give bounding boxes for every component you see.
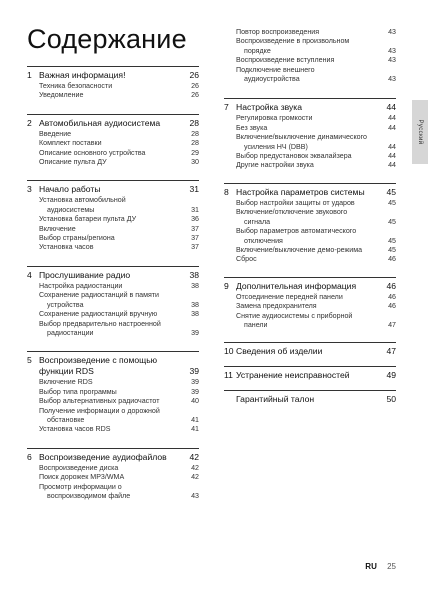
toc-section-title: Воспроизведение аудиофайлов: [39, 451, 167, 462]
toc-section-heading[interactable]: [27, 267, 199, 281]
toc-section: [224, 366, 396, 382]
toc-entry[interactable]: [224, 255, 396, 264]
toc-entry-text: Воспроизведение в произвольном: [236, 37, 350, 46]
toc-entry[interactable]: [224, 75, 396, 84]
toc-entry-page: 44: [388, 123, 396, 132]
toc-entry-text: Выбор настройки защиты от ударов: [236, 198, 355, 207]
toc-entry-text: аудиоустройства: [244, 75, 300, 84]
toc-entry-text: Выбор предустановок эквалайзера: [236, 152, 352, 161]
toc-entry[interactable]: [27, 310, 199, 319]
toc-entry-text: Установка часов RDS: [39, 425, 111, 434]
toc-entry-page: 43: [388, 75, 396, 84]
toc-entry[interactable]: [27, 464, 199, 473]
toc-entry-text: отключения: [244, 236, 283, 245]
toc-entry-page: 26: [191, 82, 199, 90]
toc-section-heading[interactable]: [224, 99, 396, 113]
toc-section-page: 49: [386, 370, 396, 381]
toc-entry[interactable]: [224, 124, 396, 133]
toc-section-heading[interactable]: [224, 278, 396, 292]
toc-section-page: 38: [189, 269, 199, 280]
toc-entry-text: Настройка радиостанции: [39, 281, 123, 290]
toc-entry-text: Включение/выключение динамического: [236, 133, 367, 142]
toc-entry-page: 40: [191, 397, 199, 406]
toc-entry-text: Выбор альтернативных радиочастот: [39, 397, 160, 406]
toc-entry-page: 44: [388, 114, 396, 123]
toc-section-title: Настройка звука: [236, 102, 303, 113]
toc-section-number: 6: [27, 451, 32, 462]
toc-entry-page: 37: [191, 234, 199, 243]
toc-section: [27, 448, 199, 502]
toc-entry[interactable]: [224, 47, 396, 56]
toc-section: [27, 114, 199, 168]
toc-entry-page: 36: [191, 215, 199, 224]
toc-section-title: Воспроизведение с помощью: [39, 355, 158, 366]
toc-entry-text: Подключение внешнего: [236, 65, 315, 74]
toc-entry-text: Сброс: [236, 255, 257, 264]
toc-entry-text: Техника безопасности: [39, 82, 113, 90]
page-footer: [365, 562, 396, 571]
toc-entry-text: радиостанции: [47, 328, 94, 337]
toc-entry[interactable]: [27, 149, 199, 158]
toc-entry-text: Другие настройки звука: [236, 161, 314, 170]
toc-entry[interactable]: [27, 320, 199, 329]
toc-entry-text: Отсоединение передней панели: [236, 292, 343, 301]
toc-section-number: 4: [27, 269, 32, 280]
toc-entry[interactable]: [27, 388, 199, 397]
footer-page-number: 25: [387, 562, 396, 571]
toc-entry[interactable]: [224, 37, 396, 46]
toc-entry-page: 45: [388, 236, 396, 245]
toc-entry-text: Выбор предварительно настроенной: [39, 319, 161, 328]
toc-entry-text: аудиосистемы: [47, 205, 95, 214]
toc-entry-page: 47: [388, 320, 396, 329]
toc-entry[interactable]: [27, 215, 199, 224]
toc-entry-text: Замена предохранителя: [236, 302, 317, 311]
toc-entry-page: 46: [388, 292, 396, 301]
toc-section: [27, 180, 199, 252]
toc-section-page: 28: [189, 117, 199, 128]
toc-entry[interactable]: [27, 416, 199, 425]
toc-entry-page: 38: [191, 300, 199, 309]
toc-entry-page: 42: [191, 463, 199, 472]
toc-entry[interactable]: [224, 28, 396, 37]
toc-section-number: 3: [27, 184, 32, 195]
toc-entry-text: Описание основного устройства: [39, 148, 146, 157]
toc-entry-text: усиления НЧ (DBB): [244, 142, 308, 151]
toc-entry[interactable]: [27, 196, 199, 205]
toc-entry[interactable]: [224, 312, 396, 321]
toc-entry-text: Введение: [39, 129, 72, 138]
toc-entry-text: Поиск дорожек MP3/WMA: [39, 473, 125, 482]
toc-entry-text: Выбор типа программы: [39, 387, 117, 396]
toc-entry[interactable]: [224, 114, 396, 123]
toc-entry-text: Включение/выключение демо-режима: [236, 245, 363, 254]
toc-section-heading[interactable]: [27, 115, 199, 129]
toc-entry[interactable]: [27, 329, 199, 338]
toc-entry[interactable]: [224, 302, 396, 311]
toc-section-number: 8: [224, 186, 229, 197]
toc-section: [224, 183, 396, 265]
toc-right-column: [224, 28, 396, 406]
toc-entry-page: 37: [191, 243, 199, 252]
toc-entry[interactable]: [224, 227, 396, 236]
toc-section-page: 50: [386, 394, 396, 405]
toc-section-heading[interactable]: [224, 343, 396, 357]
toc-entry-page: 41: [191, 415, 199, 424]
toc-entry-text: Описание пульта ДУ: [39, 158, 107, 167]
toc-entry-page: 44: [388, 152, 396, 161]
toc-entry-page: 39: [191, 378, 199, 387]
toc-entry-text: Сохранение радиостанций вручную: [39, 310, 158, 319]
toc-entry[interactable]: [224, 199, 396, 208]
toc-section-title: Важная информация!: [39, 70, 126, 80]
toc-entry-page: 43: [388, 46, 396, 55]
toc-section: [27, 66, 199, 101]
toc-entry-page: 44: [388, 142, 396, 151]
toc-entry[interactable]: [27, 291, 199, 300]
toc-entry-page: 38: [191, 281, 199, 290]
toc-section: [224, 98, 396, 170]
toc-section: [224, 390, 396, 406]
toc-entry-page: 45: [388, 245, 396, 254]
toc-section: [27, 351, 199, 434]
toc-entry[interactable]: [224, 321, 396, 330]
toc-section-page: 26: [189, 70, 199, 80]
toc-entry-page: 46: [388, 302, 396, 311]
toc-section-title: функции RDS: [39, 366, 94, 377]
toc-entry[interactable]: [224, 208, 396, 217]
toc-section-title: Автомобильная аудиосистема: [39, 117, 161, 128]
toc-entry-text: Выбор страны/региона: [39, 234, 115, 243]
toc-section: [224, 277, 396, 331]
toc-section-title: Дополнительная информация: [236, 280, 357, 291]
toc-section-page: 42: [189, 451, 199, 462]
toc-entry-text: Воспроизведение диска: [39, 463, 119, 472]
toc-left-column: [27, 66, 199, 501]
page-title: Содержание: [27, 24, 187, 54]
toc-entry[interactable]: [224, 218, 396, 227]
toc-entry-page: 45: [388, 198, 396, 207]
toc-entry-text: сигнала: [244, 217, 271, 226]
toc-section-heading[interactable]: [27, 352, 199, 366]
toc-entry-page: 43: [388, 56, 396, 65]
toc-entry-page: 41: [191, 425, 199, 434]
toc-entry-text: Установка батареи пульта ДУ: [39, 215, 137, 224]
toc-entry[interactable]: [27, 282, 199, 291]
toc-section-page: 46: [386, 280, 396, 291]
toc-entry[interactable]: [224, 161, 396, 170]
toc-section-title: Прослушивание радио: [39, 269, 131, 280]
toc-entry-page: 26: [191, 91, 199, 100]
toc-entry[interactable]: [27, 158, 199, 167]
toc-section-heading[interactable]: [27, 366, 199, 377]
toc-entry-text: Без звука: [236, 123, 268, 132]
toc-entry[interactable]: [27, 407, 199, 416]
toc-entry-text: Снятие аудиосистемы с приборной: [236, 311, 353, 320]
toc-entry-text: Сохранение радиостанций в памяти: [39, 291, 160, 300]
toc-section-title: Начало работы: [39, 184, 101, 195]
toc-entry-text: Установка часов: [39, 243, 94, 252]
toc-entry-text: Просмотр информации о: [39, 482, 122, 491]
toc-section-page: 31: [189, 184, 199, 195]
toc-entry[interactable]: [27, 473, 199, 482]
toc-entry-page: 37: [191, 224, 199, 233]
toc-entry[interactable]: [224, 152, 396, 161]
language-side-tab: [412, 100, 428, 164]
toc-entry-page: 43: [388, 28, 396, 36]
toc-section-number: 11: [224, 370, 233, 381]
toc-entry-text: Уведомление: [39, 91, 84, 100]
toc-entry[interactable]: [224, 246, 396, 255]
toc-section-number: 1: [27, 70, 32, 80]
toc-entry-text: обстановке: [47, 415, 85, 424]
toc-entry[interactable]: [27, 243, 199, 252]
toc-entry-text: порядке: [244, 46, 271, 55]
toc-entry-page: 38: [191, 310, 199, 319]
toc-section-number: 7: [224, 102, 229, 113]
toc-entry[interactable]: [27, 378, 199, 387]
toc-entry[interactable]: [224, 66, 396, 75]
toc-entry[interactable]: [27, 301, 199, 310]
toc-entry[interactable]: [27, 483, 199, 492]
toc-entry-text: Комплект поставки: [39, 139, 102, 148]
language-side-tab-label: Русский: [417, 119, 423, 145]
toc-section-title: Настройка параметров системы: [236, 186, 365, 197]
toc-entry-page: 45: [388, 217, 396, 226]
toc-entry[interactable]: [27, 234, 199, 243]
toc-entry-text: Получение информации о дорожной: [39, 406, 160, 415]
toc-entry[interactable]: [27, 425, 199, 434]
toc-entry[interactable]: [27, 139, 199, 148]
toc-section-title: Сведения об изделии: [236, 346, 323, 357]
toc-entry-text: Регулировка громкости: [236, 114, 313, 123]
toc-entry[interactable]: [224, 133, 396, 142]
toc-section: [224, 342, 396, 358]
toc-section: [27, 266, 199, 338]
toc-entry-text: Воспроизведение вступления: [236, 56, 335, 65]
toc-entry[interactable]: [27, 82, 199, 91]
toc-entry-text: Включение RDS: [39, 378, 93, 387]
toc-entry[interactable]: [27, 130, 199, 139]
toc-section-heading[interactable]: [224, 184, 396, 198]
toc-section-heading[interactable]: [27, 181, 199, 195]
toc-entry[interactable]: [27, 91, 199, 100]
toc-entry[interactable]: [224, 56, 396, 65]
toc-entry-page: 39: [191, 387, 199, 396]
toc-entry-page: 31: [191, 205, 199, 214]
toc-entry-text: Выбор параметров автоматического: [236, 227, 357, 236]
toc-section-heading[interactable]: [224, 391, 396, 405]
toc-entry-text: устройства: [47, 300, 84, 309]
toc-section-number: 5: [27, 355, 32, 366]
toc-entry[interactable]: [224, 293, 396, 302]
toc-entry[interactable]: [224, 237, 396, 246]
footer-language: RU: [365, 562, 377, 571]
toc-entry-text: панели: [244, 320, 268, 329]
toc-entry[interactable]: [27, 225, 199, 234]
toc-entry[interactable]: [27, 492, 199, 501]
toc-section-number: 2: [27, 117, 32, 128]
toc-entry-page: 39: [191, 328, 199, 337]
toc-section-title: Гарантийный талон: [236, 394, 315, 405]
toc-section-number: 10: [224, 346, 234, 357]
toc-entry[interactable]: [27, 206, 199, 215]
toc-entry-text: Повтор воспроизведения: [236, 28, 320, 36]
toc-entry-text: воспроизводимом файле: [47, 491, 131, 500]
toc-entry-page: 46: [388, 255, 396, 264]
toc-entry-page: 42: [191, 473, 199, 482]
toc-section-page: 39: [189, 366, 199, 377]
toc-entry-page: 30: [191, 158, 199, 167]
toc-section-heading[interactable]: [27, 449, 199, 463]
toc-entry-text: Установка автомобильной: [39, 196, 126, 205]
toc-section-page: 45: [386, 186, 396, 197]
toc-section-page: 47: [386, 346, 396, 357]
toc-section-number: 9: [224, 280, 229, 291]
toc-entry-page: 29: [191, 148, 199, 157]
toc-entry[interactable]: [27, 397, 199, 406]
toc-section-title: Устранение неисправностей: [236, 370, 350, 381]
toc-entry-page: 28: [191, 129, 199, 138]
toc-entry-text: Включение: [39, 224, 76, 233]
toc-section-page: 44: [386, 102, 396, 113]
toc-section-heading[interactable]: [27, 67, 199, 81]
toc-entry-page: 28: [191, 139, 199, 148]
toc-entry-text: Включение/отключение звукового: [236, 208, 348, 217]
toc-entry[interactable]: [224, 143, 396, 152]
toc-entry-page: 44: [388, 161, 396, 170]
toc-entry-page: 43: [191, 491, 199, 500]
toc-section-heading[interactable]: [224, 367, 396, 381]
